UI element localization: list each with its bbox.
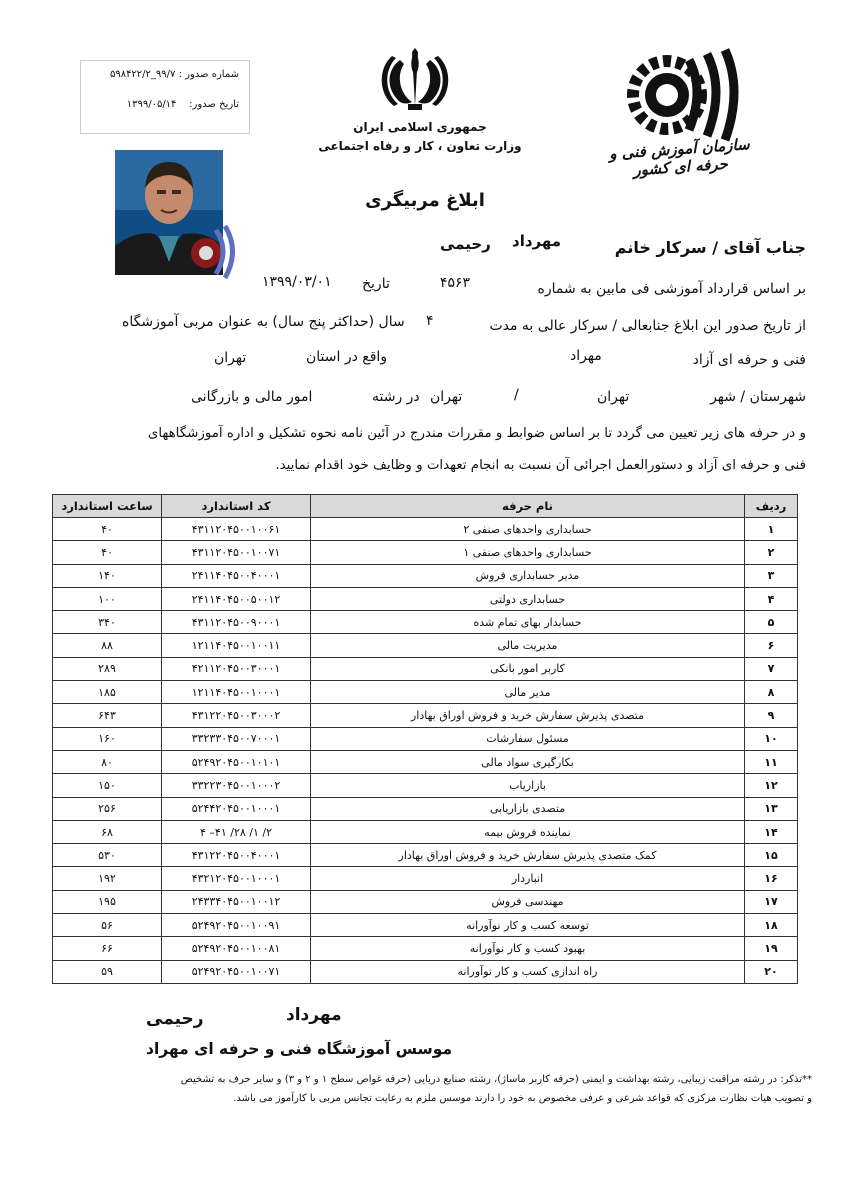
row-index: ۱۸ [745, 914, 798, 937]
org-badge-icon [180, 220, 242, 282]
issue-number-value: ۹۹/۷_۵۹۸۴۲۲/۲ [109, 69, 176, 80]
body-line1-b: تاریخ [362, 276, 390, 292]
document-title: ابلاغ مربیگری [365, 190, 485, 211]
table-row [53, 774, 798, 797]
row-profession-name: انباردار [311, 867, 745, 890]
table-row [53, 937, 798, 960]
row-profession-name: متصدی بازاریابی [311, 797, 745, 820]
row-standard-code: ۲۴۳۳۴۰۴۵۰۰۱۰۰۱۲ [162, 890, 311, 913]
table-row [53, 634, 798, 657]
row-index: ۵ [745, 611, 798, 634]
body-line4-a: شهرستان / شهر [710, 389, 806, 405]
field-name: امور مالی و بازرگانی [191, 389, 313, 405]
row-index: ۱۶ [745, 867, 798, 890]
row-index: ۳ [745, 564, 798, 587]
row-standard-code: ۴۳۱۲۲۰۴۵۰۰۴۰۰۰۱ [162, 844, 311, 867]
table-row [53, 867, 798, 890]
row-standard-hours: ۶۶ [53, 937, 162, 960]
signature-last-name: رحیمی [146, 1009, 204, 1029]
table-row [53, 681, 798, 704]
row-profession-name: مدیریت مالی [311, 634, 745, 657]
row-standard-code: ۵۲۴۹۲۰۴۵۰۰۱۰۰۷۱ [162, 960, 311, 983]
row-profession-name: حسابداری واحدهای صنفی ۱ [311, 541, 745, 564]
table-row [53, 890, 798, 913]
row-profession-name: حسابداری دولتی [311, 587, 745, 610]
table-body [53, 518, 798, 984]
city-name: تهران [430, 389, 463, 405]
note-line-1: **تذکر: در رشته مراقبت زیبایی، رشته بهداشت و ایمنی (حرفه کاربر ماساژ)، رشته صنایع دریایی (حرفه غواص سطح ۱ و ۲ و ۳) و سایر حرف به تشخیص [180, 1074, 812, 1085]
row-index: ۱۹ [745, 937, 798, 960]
org-name: سازمان آموزش فنی و حرفه ای کشور [608, 135, 751, 180]
issue-date-value: ۱۳۹۹/۰۵/۱۴ [126, 99, 177, 110]
gov-line-2: وزارت تعاون ، کار و رفاه اجتماعی [318, 139, 522, 153]
issue-info-box [80, 60, 250, 134]
table-row [53, 587, 798, 610]
table-row [53, 611, 798, 634]
table-row [53, 820, 798, 843]
row-index: ۶ [745, 634, 798, 657]
row-standard-code: ۴۳۱۱۲۰۴۵۰۰۱۰۰۶۱ [162, 518, 311, 541]
row-standard-code: ۳۳۲۲۳۰۴۵۰۰۱۰۰۰۲ [162, 774, 311, 797]
row-standard-hours: ۱۹۵ [53, 890, 162, 913]
row-index: ۱۴ [745, 820, 798, 843]
signature-first-name: مهرداد [286, 1005, 342, 1025]
row-standard-hours: ۸۸ [53, 634, 162, 657]
row-standard-hours: ۵۳۰ [53, 844, 162, 867]
header-idx: ردیف [745, 495, 798, 518]
row-standard-code: ۵۲۴۴۲۰۴۵۰۰۱۰۰۰۱ [162, 797, 311, 820]
table-row [53, 797, 798, 820]
county-city-separator: / [514, 387, 519, 403]
row-profession-name: مهندسی فروش [311, 890, 745, 913]
row-standard-hours: ۱۵۰ [53, 774, 162, 797]
row-profession-name: راه اندازی کسب و کار نوآورانه [311, 960, 745, 983]
row-index: ۱۰ [745, 727, 798, 750]
row-profession-name: متصدی پذیرش سفارش خرید و فروش اوراق بهادار [311, 704, 745, 727]
signature-school-line: موسس آموزشگاه فنی و حرفه ای مهراد [146, 1040, 453, 1058]
row-standard-code: ۴۳۱۱۲۰۴۵۰۰۱۰۰۷۱ [162, 541, 311, 564]
row-index: ۱۳ [745, 797, 798, 820]
row-index: ۹ [745, 704, 798, 727]
table-row [53, 564, 798, 587]
row-profession-name: کمک متصدی پذیرش سفارش خرید و فروش اوراق بهادار [311, 844, 745, 867]
row-standard-code: ۴ –۴۱ /۲۸ /۱ /۲ [162, 820, 311, 843]
table-row [53, 960, 798, 983]
table-row [53, 518, 798, 541]
body-line3-b: واقع در استان [306, 349, 388, 365]
row-standard-code: ۲۴۱۱۴۰۴۵۰۰۵۰۰۱۲ [162, 587, 311, 610]
row-profession-name: مدیر مالی [311, 681, 745, 704]
row-standard-code: ۱۲۱۱۴۰۴۵۰۰۱۰۰۰۱ [162, 681, 311, 704]
issue-number-label: شماره صدور : [178, 69, 239, 80]
row-index: ۱۱ [745, 750, 798, 773]
row-standard-code: ۵۲۴۹۲۰۴۵۰۰۱۰۰۸۱ [162, 937, 311, 960]
issue-date-label: تاریخ صدور: [189, 99, 239, 110]
iran-emblem-icon [370, 46, 460, 116]
row-standard-hours: ۱۸۵ [53, 681, 162, 704]
row-index: ۴ [745, 587, 798, 610]
row-standard-hours: ۶۸ [53, 820, 162, 843]
body-line5: و در حرفه های زیر تعیین می گردد تا بر اساس ضوابط و مقررات مندرج در آئین نامه نحوه تشکیل و اداره آموزشگاههای [147, 426, 806, 441]
row-profession-name: حسابداری واحدهای صنفی ۲ [311, 518, 745, 541]
header-name: نام حرفه [311, 495, 745, 518]
table-row [53, 727, 798, 750]
row-index: ۱۷ [745, 890, 798, 913]
row-standard-code: ۲۴۱۱۴۰۴۵۰۰۴۰۰۰۱ [162, 564, 311, 587]
row-standard-hours: ۶۴۳ [53, 704, 162, 727]
table-row [53, 914, 798, 937]
row-profession-name: مسئول سفارشات [311, 727, 745, 750]
row-standard-hours: ۴۰ [53, 541, 162, 564]
row-profession-name: نماینده فروش بیمه [311, 820, 745, 843]
row-standard-code: ۵۲۴۹۲۰۴۵۰۰۱۰۰۹۱ [162, 914, 311, 937]
row-standard-hours: ۸۰ [53, 750, 162, 773]
row-index: ۲ [745, 541, 798, 564]
row-standard-hours: ۲۵۶ [53, 797, 162, 820]
table-row [53, 844, 798, 867]
row-standard-code: ۴۳۱۲۲۰۴۵۰۰۳۰۰۰۲ [162, 704, 311, 727]
contract-date: ۱۳۹۹/۰۳/۰۱ [262, 274, 332, 290]
note-line-2: و تصویب هیات نظارت مرکزی که قواعد شرعی و عرفی مخصوص به خود را دارند موسس ملزم به رعایت تجانس مربی با کارآموز می باشد. [233, 1093, 812, 1104]
body-line2-b: سال (حداکثر پنج سال) به عنوان مربی آموزشگاه [122, 314, 405, 330]
issue-date [127, 99, 239, 110]
table-row [53, 750, 798, 773]
row-standard-code: ۴۳۱۱۲۰۴۵۰۰۹۰۰۰۱ [162, 611, 311, 634]
body-line2-a: از تاریخ صدور این ابلاغ جنابعالی / سرکار عالی به مدت [489, 318, 806, 334]
table-row [53, 541, 798, 564]
row-profession-name: توسعه کسب و کار نوآورانه [311, 914, 745, 937]
row-standard-hours: ۱۹۲ [53, 867, 162, 890]
row-standard-hours: ۲۸۹ [53, 657, 162, 680]
row-standard-code: ۴۳۲۱۲۰۴۵۰۰۱۰۰۰۱ [162, 867, 311, 890]
body-line1-a: بر اساس قرارداد آموزشی فی مابین به شماره [537, 281, 806, 297]
row-index: ۱۲ [745, 774, 798, 797]
row-index: ۸ [745, 681, 798, 704]
salutation-label: جناب آقای / سرکار خانم [614, 238, 806, 257]
row-index: ۷ [745, 657, 798, 680]
row-index: ۱۵ [745, 844, 798, 867]
row-standard-code: ۳۳۲۳۳۰۴۵۰۰۷۰۰۰۱ [162, 727, 311, 750]
gov-line-1: جمهوری اسلامی ایران [353, 120, 487, 134]
school-name: مهراد [570, 348, 602, 364]
salutation-first-name: مهرداد [512, 232, 562, 250]
body-line3-a: فنی و حرفه ای آزاد [692, 352, 806, 368]
table-row [53, 704, 798, 727]
row-profession-name: بازاریاب [311, 774, 745, 797]
row-standard-code: ۱۲۱۱۴۰۴۵۰۰۱۰۰۱۱ [162, 634, 311, 657]
header-code: کد استاندارد [162, 495, 311, 518]
table-header-row [53, 495, 798, 518]
row-index: ۲۰ [745, 960, 798, 983]
header-hours: ساعت استاندارد [53, 495, 162, 518]
salutation-last-name: رحیمی [440, 235, 491, 253]
table-row [53, 657, 798, 680]
row-standard-code: ۴۲۱۱۲۰۴۵۰۰۳۰۰۰۱ [162, 657, 311, 680]
row-standard-hours: ۵۹ [53, 960, 162, 983]
government-header [300, 118, 540, 156]
body-line6: فنی و حرفه ای آزاد و دستورالعمل اجرائی آن نسبت به انجام تعهدات و وظایف خود اقدام نمایید. [275, 458, 806, 473]
row-profession-name: بکارگیری سواد مالی [311, 750, 745, 773]
row-profession-name: بهبود کسب و کار نوآورانه [311, 937, 745, 960]
row-index: ۱ [745, 518, 798, 541]
org-gear-logo-icon [625, 40, 745, 150]
professions-table [52, 494, 798, 984]
row-profession-name: مدیر حسابداری فروش [311, 564, 745, 587]
row-standard-hours: ۴۰ [53, 518, 162, 541]
contract-number: ۴۵۶۳ [440, 275, 471, 291]
body-line4-b: در رشته [372, 389, 420, 405]
duration-years: ۴ [426, 313, 434, 329]
row-profession-name: حسابدار بهای تمام شده [311, 611, 745, 634]
row-standard-hours: ۳۴۰ [53, 611, 162, 634]
county-name: تهران [597, 389, 630, 405]
row-standard-hours: ۵۶ [53, 914, 162, 937]
issue-number [110, 69, 239, 80]
row-standard-hours: ۱۶۰ [53, 727, 162, 750]
row-standard-code: ۵۲۴۹۲۰۴۵۰۰۱۰۱۰۱ [162, 750, 311, 773]
province-name: تهران [214, 350, 247, 366]
row-standard-hours: ۱۴۰ [53, 564, 162, 587]
row-standard-hours: ۱۰۰ [53, 587, 162, 610]
row-profession-name: کاربر امور بانکی [311, 657, 745, 680]
